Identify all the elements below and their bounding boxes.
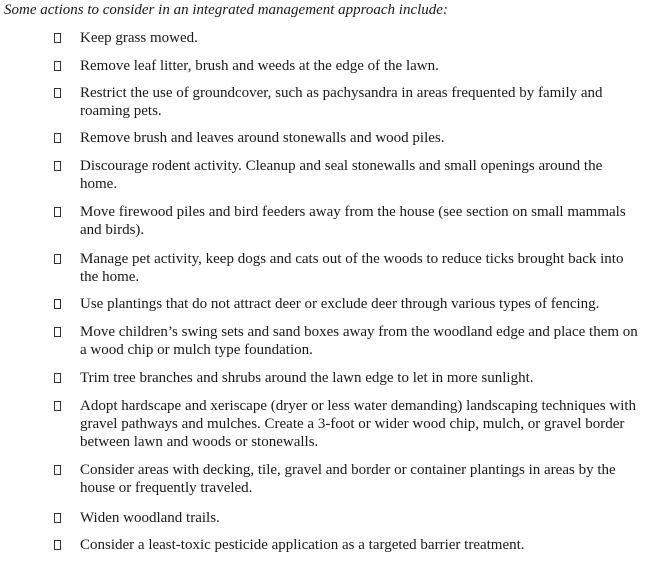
checkbox-icon (54, 88, 61, 98)
checkbox-icon (54, 254, 61, 264)
checkbox-icon (54, 327, 61, 337)
list-item-text: Remove brush and leaves around stonewalls and wood piles. (80, 130, 445, 146)
checkbox-icon (54, 465, 61, 475)
list-item-text: Consider a least-toxic pesticide application as a targeted barrier treatment. (80, 537, 525, 553)
list-item-text: Remove leaf litter, brush and weeds at the edge of the lawn. (80, 58, 439, 74)
checkbox-icon (54, 133, 61, 143)
intro-text: Some actions to consider in an integrated management approach include: (4, 2, 448, 18)
checkbox-icon (54, 373, 61, 383)
list-item-text: Adopt hardscape and xeriscape (dryer or less water demanding) landscaping techniques with gravel pathways and mulches. Create a 3-foot or wider wood chip, mulch, or gravel border between lawn and woods or stonewalls. (80, 398, 637, 450)
list-item-text: Keep grass mowed. (80, 30, 198, 46)
list-item-text: Trim tree branches and shrubs around the lawn edge to let in more sunlight. (80, 370, 534, 386)
checkbox-icon (54, 513, 61, 523)
list-item-text: Move firewood piles and bird feeders away from the house (see section on small mammals and birds). (80, 204, 626, 238)
checkbox-icon (54, 33, 61, 43)
list-item-text: Restrict the use of groundcover, such as pachysandra in areas frequented by family and roaming pets. (80, 85, 603, 119)
checkbox-icon (54, 401, 61, 411)
list-item-text: Consider areas with decking, tile, gravel and border or container plantings in areas by the house or frequently traveled. (80, 462, 616, 496)
list-item-text: Discourage rodent activity. Cleanup and seal stonewalls and small openings around the home. (80, 158, 603, 192)
list-item-text: Manage pet activity, keep dogs and cats out of the woods to reduce ticks brought back into the home. (80, 251, 624, 285)
checkbox-icon (54, 161, 61, 171)
list-item-text: Use plantings that do not attract deer or exclude deer through various types of fencing. (80, 296, 600, 312)
list-item-text: Widen woodland trails. (80, 510, 220, 526)
checkbox-icon (54, 299, 61, 309)
checkbox-icon (54, 207, 61, 217)
checkbox-icon (54, 61, 61, 71)
list-item-text: Move children’s swing sets and sand boxes away from the woodland edge and place them on a wood chip or mulch type foundation. (80, 324, 638, 358)
checkbox-icon (54, 540, 61, 550)
